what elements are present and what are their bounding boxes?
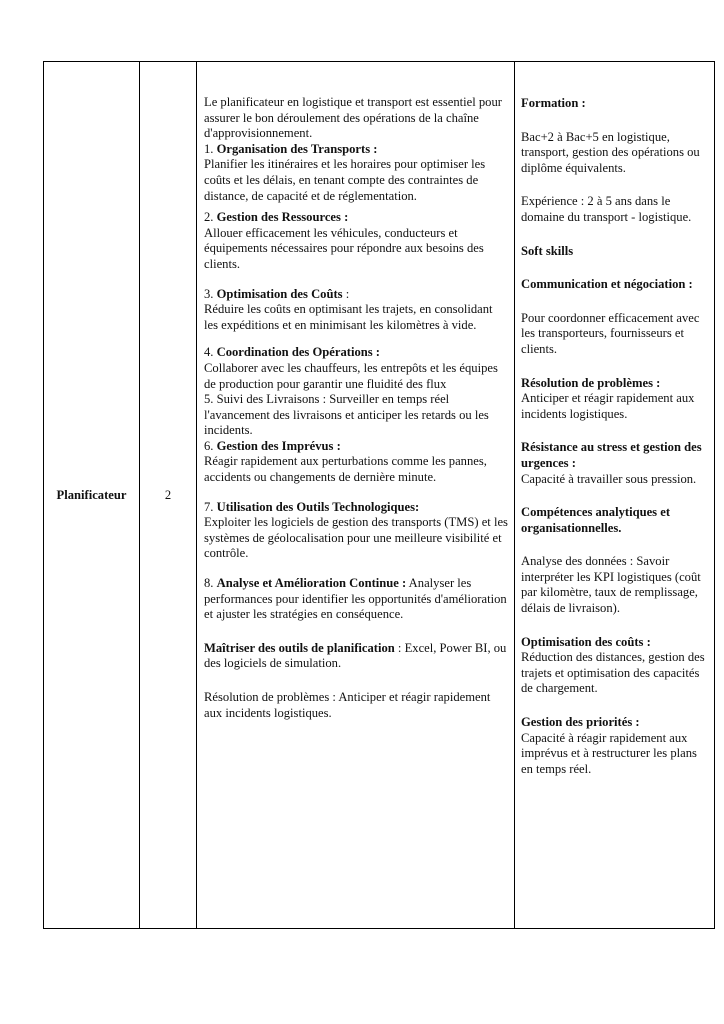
role-name: Planificateur: [56, 488, 127, 502]
task-text: Réagir rapidement aux perturbations comme les pannes, accidents ou changements de dernière minute.: [204, 454, 487, 485]
skill-text: Anticiper et réagir rapidement aux incidents logistiques.: [521, 391, 695, 421]
task-text: Allouer efficacement les véhicules, conducteurs et équipements nécessaires pour répondre aux besoins des clients.: [204, 225, 484, 271]
task-title: Gestion des Imprévus: [216, 438, 334, 453]
task-item: 3. Optimisation des Coûts :: [204, 286, 350, 301]
task-title: Analyse et Amélioration Continue: [216, 576, 399, 591]
experience-text: Expérience : 2 à 5 ans dans le domaine du transport - logistique.: [521, 194, 692, 224]
task-item: 7. Utilisation des Outils Technologiques:: [204, 499, 420, 514]
job-table: [43, 61, 715, 929]
task-item: 8. Analyse et Amélioration Continue : Analyser les performances pour identifier les opportunités d'amélioration et ajuster les stratégies en conséquence.: [204, 576, 507, 622]
task-text: Exploiter les logiciels de gestion des transports (TMS) et les systèmes de géolocalisation pour une meilleure visibilité et contrôle.: [204, 515, 508, 561]
problem-paragraph: Résolution de problèmes : Anticiper et réagir rapidement aux incidents logistiques.: [204, 690, 491, 720]
task-text: Collaborer avec les chauffeurs, les entrepôts et les équipes de production pour garantir une fluidité des flux: [204, 360, 498, 391]
task-text: Réduire les coûts en optimisant les trajets, en consolidant les expéditions et en minimisant les kilomètres à vide.: [204, 302, 493, 332]
tasks-content: [197, 62, 514, 721]
skill-title: Communication et négociation :: [521, 277, 693, 292]
skill-text: Capacité à réagir rapidement aux imprévus et à restructurer les plans en temps réel.: [521, 730, 697, 776]
skill-title: Gestion des priorités :: [521, 715, 640, 730]
skill-title: Compétences analytiques et organisationnelles.: [521, 505, 671, 535]
skill-title: Résolution de problèmes :: [521, 375, 661, 390]
skill-title: Résistance au stress et gestion des urgences :: [521, 440, 702, 470]
task-item: 5. Suivi des Livraisons : Surveiller en temps réel l'avancement des livraisons et anticiper les retards ou les incidents.: [204, 392, 489, 438]
task-item: 2. Gestion des Ressources :: [204, 210, 349, 225]
table-row: [44, 62, 715, 929]
soft-skills-title: Soft skills: [521, 243, 574, 258]
task-item: 4. Coordination des Opérations :: [204, 345, 380, 360]
task-text: Analyser les performances pour identifier les opportunités d'amélioration et ajuster les stratégies en conséquence.: [204, 576, 507, 622]
formation-text: Bac+2 à Bac+5 en logistique, transport, gestion des opérations ou diplôme équivalents.: [521, 129, 700, 175]
qualifications-cell: [515, 62, 715, 929]
skill-text: Capacité à travailler sous pression.: [521, 471, 697, 486]
skill-text: Analyse des données : Savoir interpréter les KPI logistiques (coût par kilomètre, taux de remplissage, délais de livraison).: [521, 554, 701, 616]
level-cell: [140, 62, 197, 929]
formation-title: Formation :: [521, 96, 586, 110]
task-item: 6. Gestion des Imprévus :: [204, 438, 341, 453]
tools-text: : Excel, Power BI, ou des logiciels de simulation.: [204, 640, 507, 671]
task-title: Organisation des Transports: [216, 141, 371, 156]
level-value: 2: [164, 488, 172, 502]
tasks-cell: [197, 62, 515, 929]
task-title: Utilisation des Outils Technologiques:: [216, 499, 420, 514]
task-text: Planifier les itinéraires et les horaires pour optimiser les coûts et les délais, en tenant compte des contraintes de distance, de capacité et de réglementation.: [204, 157, 486, 203]
skill-text: Réduction des distances, gestion des trajets et optimisation des capacités de chargement.: [521, 650, 705, 696]
qualifications-content: [515, 62, 714, 777]
skill-text: Pour coordonner efficacement avec les transporteurs, fournisseurs et clients.: [521, 310, 700, 356]
tasks-intro: Le planificateur en logistique et transport est essentiel pour assurer le bon déroulement des opérations de la chaîne d'approvisionnement.: [204, 95, 502, 141]
task-title: Gestion des Ressources: [216, 210, 341, 225]
role-cell: [44, 62, 140, 929]
skill-title: Optimisation des coûts :: [521, 634, 651, 649]
tools-title: Maîtriser des outils de planification: [204, 640, 395, 655]
task-item: 1. Organisation des Transports :: [204, 141, 378, 156]
task-title: Optimisation des Coûts: [216, 286, 343, 301]
task-title: Coordination des Opérations: [216, 345, 373, 360]
tools-paragraph: [204, 641, 508, 672]
